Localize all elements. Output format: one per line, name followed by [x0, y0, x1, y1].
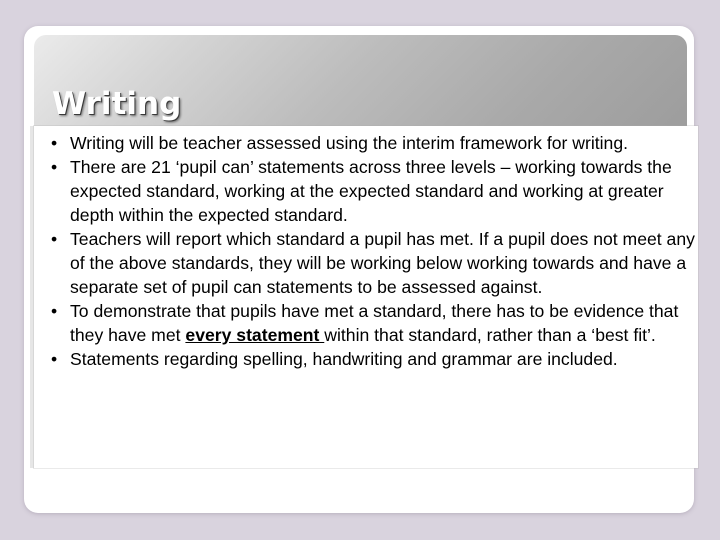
bullet-text-after: within that standard, rather than a ‘best fit’. — [324, 325, 656, 345]
bullet-text: Statements regarding spelling, handwriting and grammar are included. — [70, 349, 618, 369]
bullet-item — [46, 227, 696, 299]
bullet-item — [46, 347, 696, 371]
bullet-item — [46, 131, 696, 155]
bullet-text-before: To demonstrate that pupils have met a standard, there has to be evidence that they have met — [70, 301, 679, 345]
underlined-emphasis: every statement — [185, 325, 325, 345]
bullet-marker: • — [51, 229, 58, 249]
bullet-text: There are 21 ‘pupil can’ statements across three levels – working towards the expected standard, working at the expected standard and working at greater depth within the expected standard. — [70, 157, 672, 225]
bullet-text: Teachers will report which standard a pupil has met. If a pupil does not meet any of the above standards, they will be working below working towards and have a separate set of pupil can statements to be assessed against. — [70, 229, 695, 297]
bullet-text — [70, 301, 678, 345]
bullet-text: Writing will be teacher assessed using the interim framework for writing. — [70, 133, 629, 153]
bullet-item — [46, 299, 696, 347]
slide-title: Writing — [52, 86, 182, 122]
bullet-marker: • — [51, 301, 58, 321]
bullet-marker: • — [51, 157, 58, 177]
bullet-marker: • — [51, 349, 58, 369]
bullet-item — [46, 155, 696, 227]
bullet-marker: • — [51, 133, 58, 153]
bullet-list — [46, 131, 696, 371]
